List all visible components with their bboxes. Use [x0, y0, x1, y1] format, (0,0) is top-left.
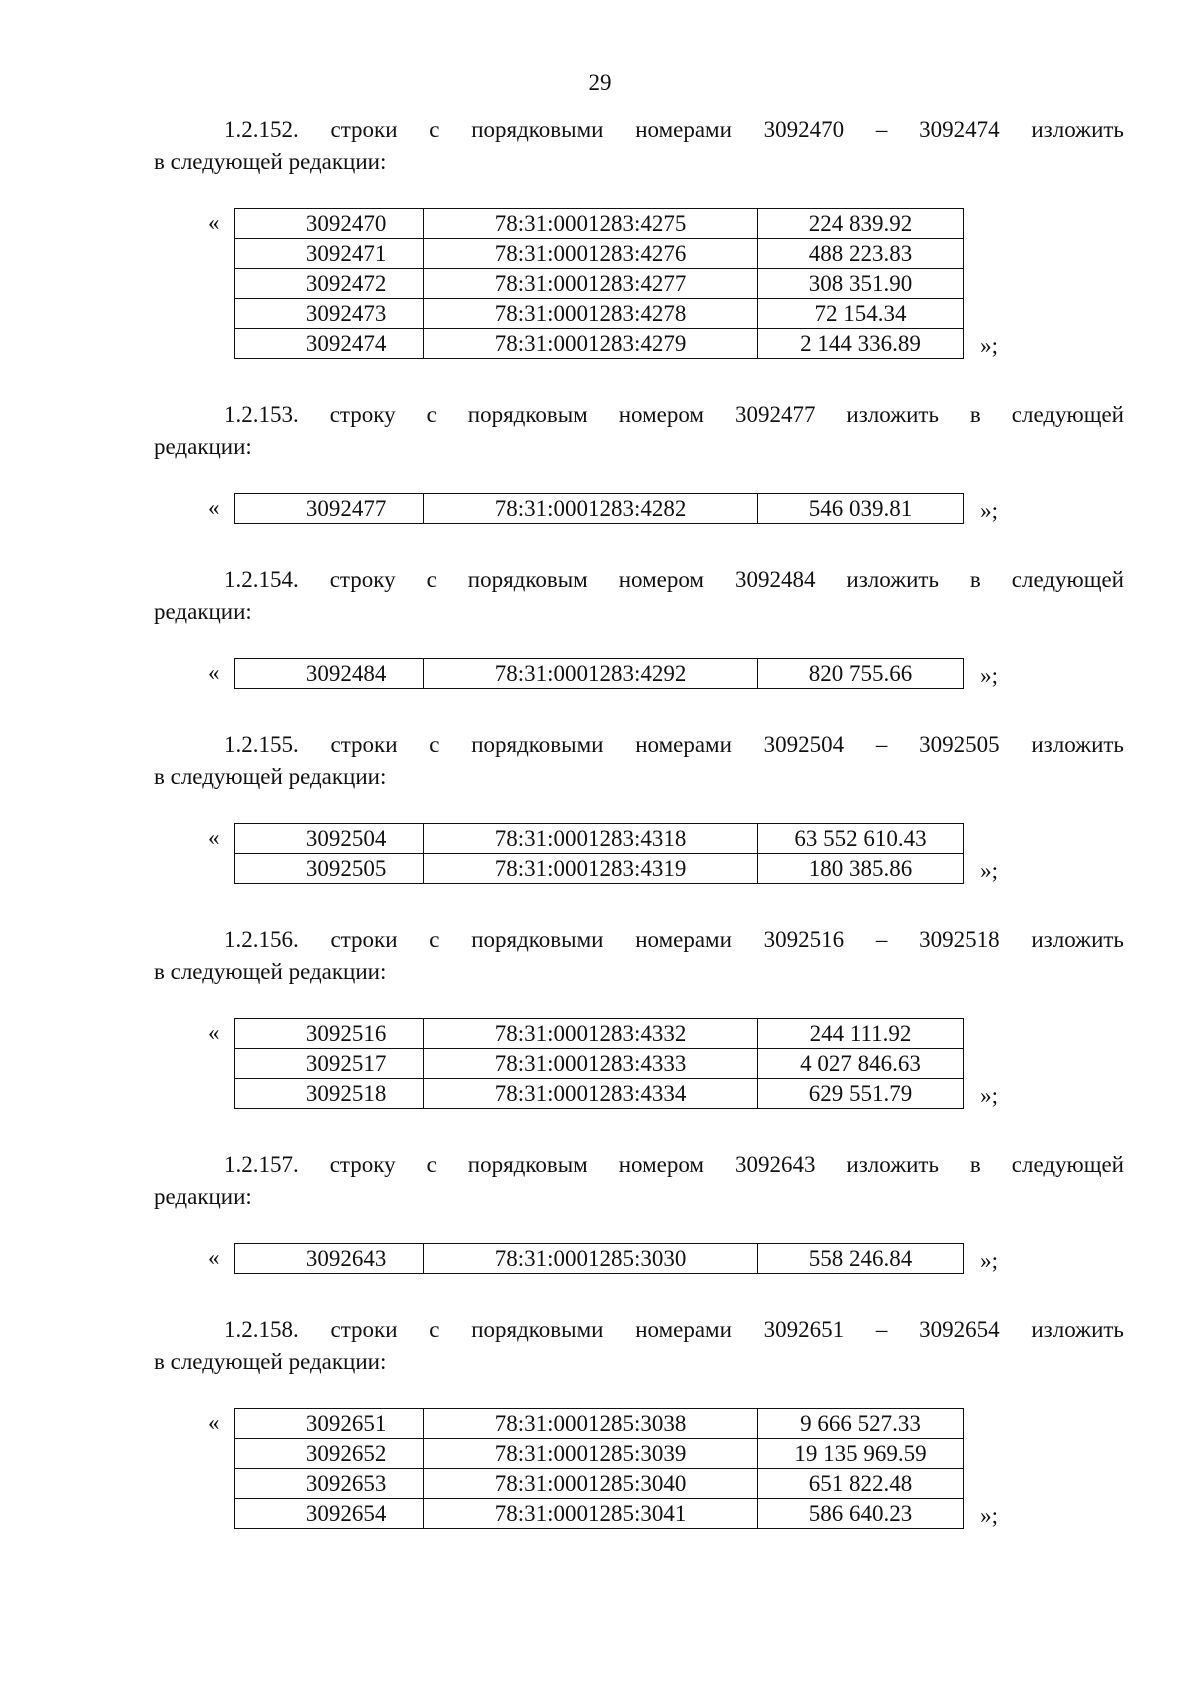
heading-word: номером	[618, 402, 704, 427]
amended-rows-table	[234, 208, 964, 359]
row-number-cell: 3092652	[235, 1439, 424, 1469]
heading-word: порядковым	[467, 1152, 588, 1177]
section-heading-continuation: в следующей редакции:	[154, 764, 387, 789]
closing-quote: »;	[980, 498, 998, 523]
heading-word: строки	[330, 1317, 398, 1342]
heading-word: строки	[330, 732, 398, 757]
row-number-cell: 3092654	[235, 1499, 424, 1529]
value-cell: 586 640.23	[758, 1499, 964, 1529]
table-row	[235, 299, 964, 329]
section-heading-continuation: редакции:	[154, 1184, 252, 1209]
value-cell: 820 755.66	[758, 659, 964, 689]
section-heading-line	[154, 1149, 1124, 1181]
table-row	[235, 494, 964, 524]
heading-word: порядковыми	[471, 927, 604, 952]
opening-quote: «	[208, 1410, 220, 1435]
heading-word: изложить	[1031, 732, 1124, 757]
heading-word: 3092643	[734, 1152, 816, 1177]
heading-word: с	[429, 117, 440, 142]
value-cell: 651 822.48	[758, 1469, 964, 1499]
amendment-section	[154, 1149, 1124, 1314]
row-number-cell: 3092516	[235, 1019, 424, 1049]
amended-rows-table	[234, 1018, 964, 1109]
row-number-cell: 3092505	[235, 854, 424, 884]
section-heading-line	[154, 924, 1124, 956]
heading-word: номером	[618, 567, 704, 592]
heading-word: следующей	[1011, 402, 1124, 427]
row-number-cell: 3092474	[235, 329, 424, 359]
section-heading-continuation: редакции:	[154, 599, 252, 624]
value-cell: 308 351.90	[758, 269, 964, 299]
cadastral-number-cell: 78:31:0001283:4334	[424, 1079, 758, 1109]
heading-word: изложить	[846, 402, 939, 427]
row-number-cell: 3092484	[235, 659, 424, 689]
heading-word: изложить	[1031, 1317, 1124, 1342]
cadastral-number-cell: 78:31:0001285:3038	[424, 1409, 758, 1439]
opening-quote: «	[208, 1245, 220, 1270]
heading-word: строку	[329, 402, 396, 427]
row-number-cell: 3092471	[235, 239, 424, 269]
amendment-section	[154, 399, 1124, 564]
heading-word: 1.2.158.	[224, 1317, 299, 1342]
heading-word: 3092477	[734, 402, 816, 427]
document-body	[154, 114, 1124, 1529]
amended-rows-block	[208, 1243, 998, 1274]
cadastral-number-cell: 78:31:0001283:4279	[424, 329, 758, 359]
heading-word: номерами	[635, 117, 732, 142]
heading-word: порядковыми	[471, 1317, 604, 1342]
heading-word: строки	[330, 117, 398, 142]
table-row	[235, 1049, 964, 1079]
table-row	[235, 239, 964, 269]
section-heading-line	[154, 729, 1124, 761]
value-cell: 546 039.81	[758, 494, 964, 524]
table-row	[235, 1439, 964, 1469]
cadastral-number-cell: 78:31:0001283:4333	[424, 1049, 758, 1079]
heading-word: –	[875, 1317, 888, 1342]
amended-rows-table	[234, 493, 964, 524]
opening-quote: «	[208, 1020, 220, 1045]
heading-word: изложить	[846, 567, 939, 592]
cadastral-number-cell: 78:31:0001285:3030	[424, 1244, 758, 1274]
cadastral-number-cell: 78:31:0001285:3039	[424, 1439, 758, 1469]
amendment-section	[154, 114, 1124, 399]
heading-word: строки	[330, 927, 398, 952]
table-row	[235, 854, 964, 884]
table-row	[235, 269, 964, 299]
value-cell: 2 144 336.89	[758, 329, 964, 359]
amended-rows-block	[208, 1018, 998, 1109]
closing-quote: »;	[980, 333, 998, 358]
amended-rows-table	[234, 1243, 964, 1274]
heading-word: 3092651	[763, 1317, 845, 1342]
heading-word: номерами	[635, 732, 732, 757]
heading-word: изложить	[846, 1152, 939, 1177]
heading-word: изложить	[1031, 117, 1124, 142]
heading-word: с	[429, 732, 440, 757]
heading-word: с	[426, 567, 437, 592]
table-row	[235, 1019, 964, 1049]
row-number-cell: 3092472	[235, 269, 424, 299]
heading-word: –	[875, 117, 888, 142]
cadastral-number-cell: 78:31:0001285:3041	[424, 1499, 758, 1529]
closing-quote: »;	[980, 858, 998, 883]
cadastral-number-cell: 78:31:0001283:4318	[424, 824, 758, 854]
cadastral-number-cell: 78:31:0001283:4292	[424, 659, 758, 689]
opening-quote: «	[208, 495, 220, 520]
section-heading-line	[154, 114, 1124, 146]
cadastral-number-cell: 78:31:0001283:4277	[424, 269, 758, 299]
closing-quote: »;	[980, 1248, 998, 1273]
value-cell: 180 385.86	[758, 854, 964, 884]
cadastral-number-cell: 78:31:0001283:4278	[424, 299, 758, 329]
cadastral-number-cell: 78:31:0001283:4282	[424, 494, 758, 524]
amendment-section	[154, 729, 1124, 924]
heading-word: в	[969, 402, 981, 427]
section-heading-continuation: в следующей редакции:	[154, 149, 387, 174]
section-heading-continuation: в следующей редакции:	[154, 1349, 387, 1374]
heading-word: 1.2.155.	[224, 732, 299, 757]
closing-quote: »;	[980, 1083, 998, 1108]
cadastral-number-cell: 78:31:0001285:3040	[424, 1469, 758, 1499]
row-number-cell: 3092651	[235, 1409, 424, 1439]
heading-word: 1.2.152.	[224, 117, 299, 142]
heading-word: с	[426, 402, 437, 427]
section-gap	[154, 524, 1124, 564]
heading-word: порядковым	[467, 402, 588, 427]
heading-word: 1.2.154.	[224, 567, 299, 592]
value-cell: 72 154.34	[758, 299, 964, 329]
heading-word: в	[969, 567, 981, 592]
cadastral-number-cell: 78:31:0001283:4319	[424, 854, 758, 884]
table-row	[235, 1079, 964, 1109]
heading-word: 1.2.157.	[224, 1152, 299, 1177]
heading-word: 3092484	[734, 567, 816, 592]
section-heading-continuation: редакции:	[154, 434, 252, 459]
amended-rows-table	[234, 823, 964, 884]
heading-word: следующей	[1011, 1152, 1124, 1177]
opening-quote: «	[208, 210, 220, 235]
cadastral-number-cell: 78:31:0001283:4276	[424, 239, 758, 269]
section-gap	[154, 1109, 1124, 1149]
heading-word: строку	[329, 567, 396, 592]
opening-quote: «	[208, 660, 220, 685]
value-cell: 629 551.79	[758, 1079, 964, 1109]
value-cell: 224 839.92	[758, 209, 964, 239]
heading-word: 3092504	[763, 732, 845, 757]
table-row	[235, 1469, 964, 1499]
row-number-cell: 3092653	[235, 1469, 424, 1499]
row-number-cell: 3092477	[235, 494, 424, 524]
heading-word: 3092474	[919, 117, 1000, 142]
row-number-cell: 3092504	[235, 824, 424, 854]
amendment-section	[154, 564, 1124, 729]
page-number: 29	[588, 70, 612, 95]
value-cell: 9 666 527.33	[758, 1409, 964, 1439]
heading-word: номерами	[635, 927, 732, 952]
heading-word: в	[969, 1152, 981, 1177]
amended-rows-table	[234, 658, 964, 689]
amended-rows-block	[208, 658, 998, 689]
row-number-cell: 3092518	[235, 1079, 424, 1109]
amended-rows-block	[208, 1408, 998, 1529]
heading-word: с	[429, 927, 440, 952]
section-heading-line	[154, 1314, 1124, 1346]
heading-word: с	[426, 1152, 437, 1177]
heading-word: 3092516	[763, 927, 845, 952]
closing-quote: »;	[980, 663, 998, 688]
section-heading-continuation: в следующей редакции:	[154, 959, 387, 984]
heading-word: 3092505	[919, 732, 1000, 757]
heading-word: порядковыми	[471, 117, 604, 142]
cadastral-number-cell: 78:31:0001283:4275	[424, 209, 758, 239]
row-number-cell: 3092470	[235, 209, 424, 239]
heading-word: изложить	[1031, 927, 1124, 952]
amended-rows-block	[208, 493, 998, 524]
amended-rows-table	[234, 1408, 964, 1529]
closing-quote: »;	[980, 1503, 998, 1528]
cadastral-number-cell: 78:31:0001283:4332	[424, 1019, 758, 1049]
heading-word: с	[429, 1317, 440, 1342]
heading-word: 3092470	[763, 117, 845, 142]
row-number-cell: 3092473	[235, 299, 424, 329]
value-cell: 4 027 846.63	[758, 1049, 964, 1079]
heading-word: –	[875, 732, 888, 757]
amended-rows-block	[208, 208, 998, 359]
heading-word: 3092518	[919, 927, 1000, 952]
heading-word: порядковым	[467, 567, 588, 592]
heading-word: номерами	[635, 1317, 732, 1342]
section-heading-line	[154, 564, 1124, 596]
section-gap	[154, 359, 1124, 399]
value-cell: 558 246.84	[758, 1244, 964, 1274]
section-gap	[154, 884, 1124, 924]
heading-word: следующей	[1011, 567, 1124, 592]
table-row	[235, 209, 964, 239]
value-cell: 19 135 969.59	[758, 1439, 964, 1469]
value-cell: 63 552 610.43	[758, 824, 964, 854]
section-heading-line	[154, 399, 1124, 431]
amendment-section	[154, 1314, 1124, 1529]
heading-word: строку	[329, 1152, 396, 1177]
row-number-cell: 3092517	[235, 1049, 424, 1079]
heading-word: номером	[618, 1152, 704, 1177]
table-row	[235, 1499, 964, 1529]
value-cell: 244 111.92	[758, 1019, 964, 1049]
table-row	[235, 1409, 964, 1439]
section-gap	[154, 689, 1124, 729]
table-row	[235, 659, 964, 689]
heading-word: порядковыми	[471, 732, 604, 757]
table-row	[235, 1244, 964, 1274]
table-row	[235, 824, 964, 854]
opening-quote: «	[208, 825, 220, 850]
heading-word: 3092654	[919, 1317, 1000, 1342]
amendment-section	[154, 924, 1124, 1149]
heading-word: –	[875, 927, 888, 952]
table-row	[235, 329, 964, 359]
row-number-cell: 3092643	[235, 1244, 424, 1274]
value-cell: 488 223.83	[758, 239, 964, 269]
section-gap	[154, 1274, 1124, 1314]
heading-word: 1.2.153.	[224, 402, 299, 427]
amended-rows-block	[208, 823, 998, 884]
heading-word: 1.2.156.	[224, 927, 299, 952]
